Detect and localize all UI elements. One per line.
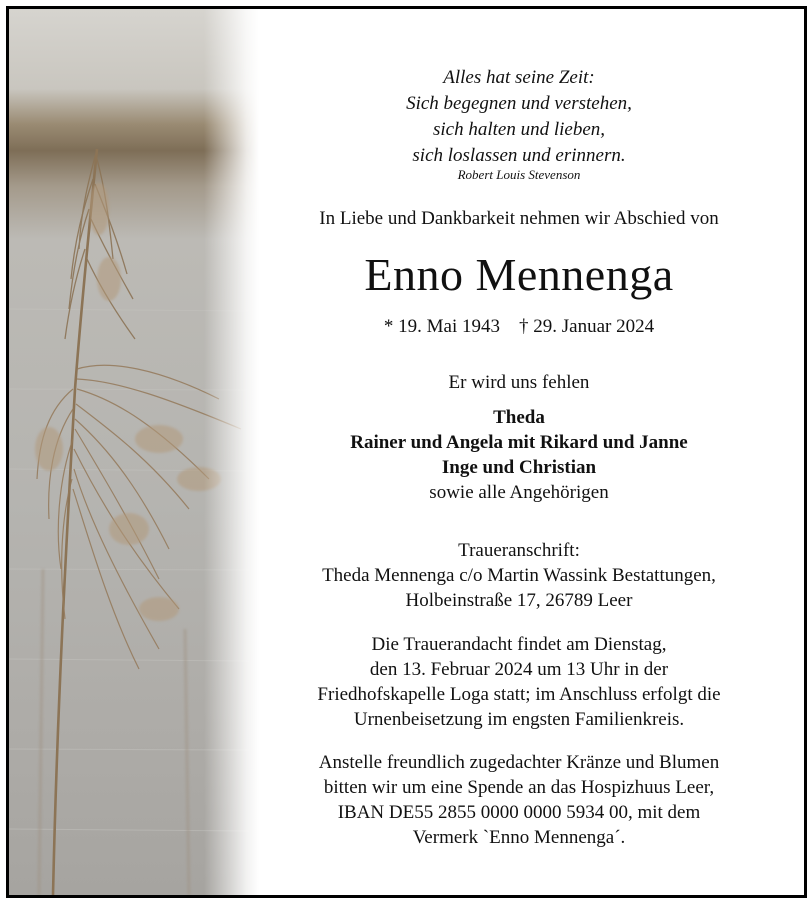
intro-text: In Liebe und Dankbarkeit nehmen wir Abschied von (319, 208, 719, 229)
obituary-text (239, 9, 799, 895)
missed-text: Er wird uns fehlen (448, 372, 590, 393)
poem-author: Robert Louis Stevenson (457, 167, 581, 182)
reed-grass-icon (9, 9, 259, 895)
address-line: Holbeinstraße 17, 26789 Leer (405, 590, 633, 611)
life-dates: * 19. Mai 1943 † 29. Januar 2024 (383, 316, 655, 337)
mourner-name: Rainer und Angela mit Rikard und Janne (350, 432, 688, 453)
poem-line: sich loslassen und erinnern. (412, 145, 626, 166)
ceremony-line: Urnenbeisetzung im engsten Familienkreis. (353, 709, 685, 730)
address-line: Theda Mennenga c/o Martin Wassink Bestattungen, (322, 565, 716, 586)
mourners-others: sowie alle Angehörigen (429, 482, 609, 503)
mourner-name: Inge und Christian (441, 457, 597, 478)
poem-line: Sich begegnen und verstehen, (406, 93, 632, 114)
deceased-name: Enno Mennenga (364, 249, 674, 300)
ceremony-line: den 13. Februar 2024 um 13 Uhr in der (369, 659, 669, 680)
donation-line: IBAN DE55 2855 0000 0000 5934 00, mit dem (337, 802, 701, 823)
donation-line: Anstelle freundlich zugedachter Kränze und Blumen (318, 752, 720, 773)
mourner-name: Theda (493, 407, 545, 428)
address-label: Traueranschrift: (458, 540, 580, 561)
reed-grass-photo (9, 9, 259, 895)
obituary-frame (6, 6, 807, 898)
donation-line: bitten wir um eine Spende an das Hospizhuus Leer, (323, 777, 715, 798)
ceremony-line: Die Trauerandacht findet am Dienstag, (371, 634, 667, 655)
ceremony-line: Friedhofskapelle Loga statt; im Anschluss erfolgt die (317, 684, 721, 705)
poem-line: sich halten und lieben, (432, 119, 606, 140)
donation-line: Vermerk `Enno Mennenga´. (412, 827, 626, 848)
poem-line: Alles hat seine Zeit: (443, 67, 595, 88)
